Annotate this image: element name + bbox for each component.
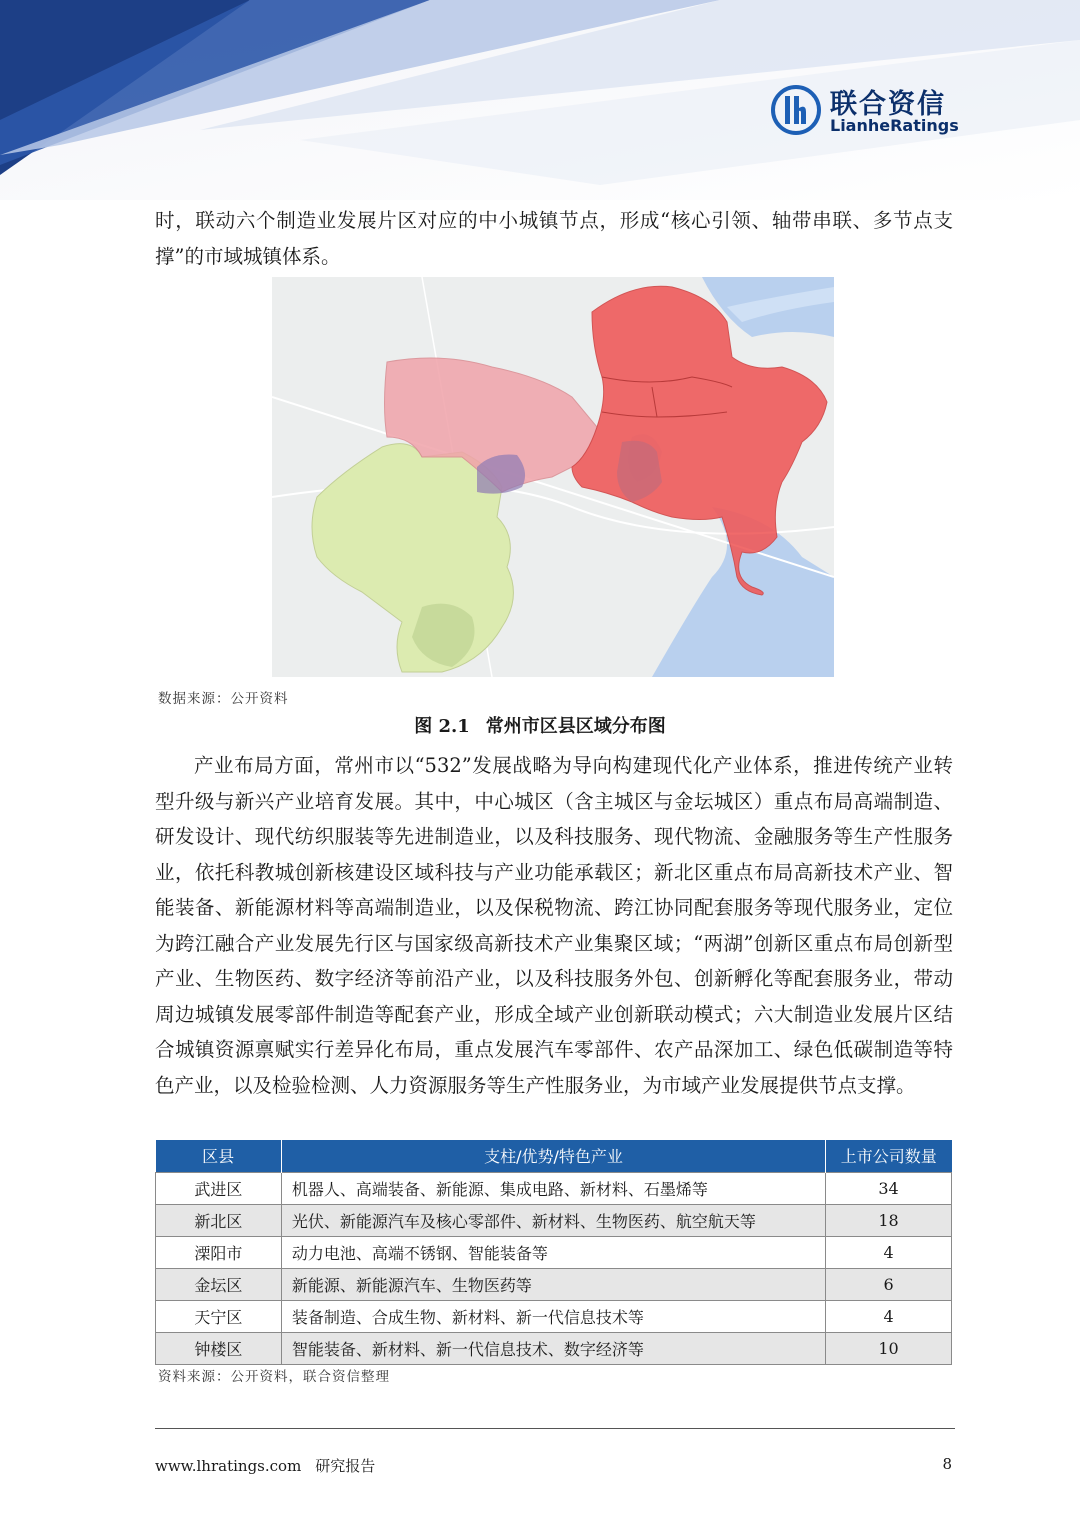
table-source-note: 资料来源：公开资料，联合资信整理 [158,1369,390,1385]
table-header-district: 区县 [156,1140,282,1172]
logo-english-name: LianheRatings [830,116,959,135]
logo-mark-icon [770,84,822,136]
table-cell-count: 6 [826,1268,952,1300]
table-header-row [156,1140,952,1172]
table-cell-industries: 智能装备、新材料、新一代信息技术、数字经济等 [281,1332,825,1364]
body-paragraph-1: 时，联动六个制造业发展片区对应的中小城镇节点，形成“核心引领、轴带串联、多节点支撑”的市域城镇体系。 [155,209,953,268]
table-cell-industries: 光伏、新能源汽车及核心零部件、新材料、生物医药、航空航天等 [281,1204,825,1236]
table-cell-district: 钟楼区 [156,1332,282,1364]
table-row [156,1300,952,1332]
table-cell-industries: 动力电池、高端不锈钢、智能装备等 [281,1236,825,1268]
table-cell-count: 4 [826,1236,952,1268]
table-cell-industries: 机器人、高端装备、新能源、集成电路、新材料、石墨烯等 [281,1172,825,1204]
district-industry-table [155,1140,952,1365]
figure-source-note: 数据来源：公开资料 [158,691,289,707]
table-header-listed-count: 上市公司数量 [826,1140,952,1172]
district-map-figure [272,277,834,677]
table-cell-industries: 装备制造、合成生物、新材料、新一代信息技术等 [281,1300,825,1332]
table-cell-count: 34 [826,1172,952,1204]
figure-caption [0,712,1080,738]
page-number: 8 [942,1455,952,1473]
table-row [156,1332,952,1364]
table-cell-count: 4 [826,1300,952,1332]
table-cell-district: 金坛区 [156,1268,282,1300]
table-cell-district: 天宁区 [156,1300,282,1332]
footer-info [155,1455,389,1476]
table-row [156,1172,952,1204]
footer-divider [155,1428,955,1429]
logo-chinese-name: 联合资信 [830,89,946,120]
table-cell-industries: 新能源、新能源汽车、生物医药等 [281,1268,825,1300]
table-cell-count: 10 [826,1332,952,1364]
table-cell-district: 武进区 [156,1172,282,1204]
table-row [156,1236,952,1268]
figure-number: 图 2.1 [414,716,470,737]
table-header-industries: 支柱/优势/特色产业 [281,1140,825,1172]
figure-title: 常州市区县区域分布图 [485,716,666,737]
footer-website-link[interactable]: www.lhratings.com [155,1457,302,1475]
table-row [156,1204,952,1236]
table-cell-district: 新北区 [156,1204,282,1236]
table-cell-district: 溧阳市 [156,1236,282,1268]
table-row [156,1268,952,1300]
footer-report-type: 研究报告 [315,1457,376,1475]
table-cell-count: 18 [826,1204,952,1236]
body-paragraph-2: 产业布局方面，常州市以“532”发展战略为导向构建现代化产业体系，推进传统产业转型升级与新兴产业培育发展。其中，中心城区（含主城区与金坛城区）重点布局高端制造、研发设计、现代纺织服装等先进制造业，以及科技服务、现代物流、金融服务等生产性服务业，依托科教城创新核建设区域科技与产业功能承载区；新北区重点布局高新技术产业、智能装备、新能源材料等高端制造业，以及保税物流、跨江协同配套服务等现代服务业，定位为跨江融合产业发展先行区与国家级高新技术产业集聚区域；“两湖”创新区重点布局创新型产业、生物医药、数字经济等前沿产业，以及科技服务外包、创新孵化等配套服务业，带动周边城镇发展零部件制造等配套产业，形成全域产业创新联动模式；六大制造业发展片区结合城镇资源禀赋实行差异化布局，重点发展汽车零部件、农产品深加工、绿色低碳制造等特色产业，以及检验检测、人力资源服务等生产性服务业，为市域产业发展提供节点支撑。 [155,754,953,1097]
company-logo [770,82,970,142]
